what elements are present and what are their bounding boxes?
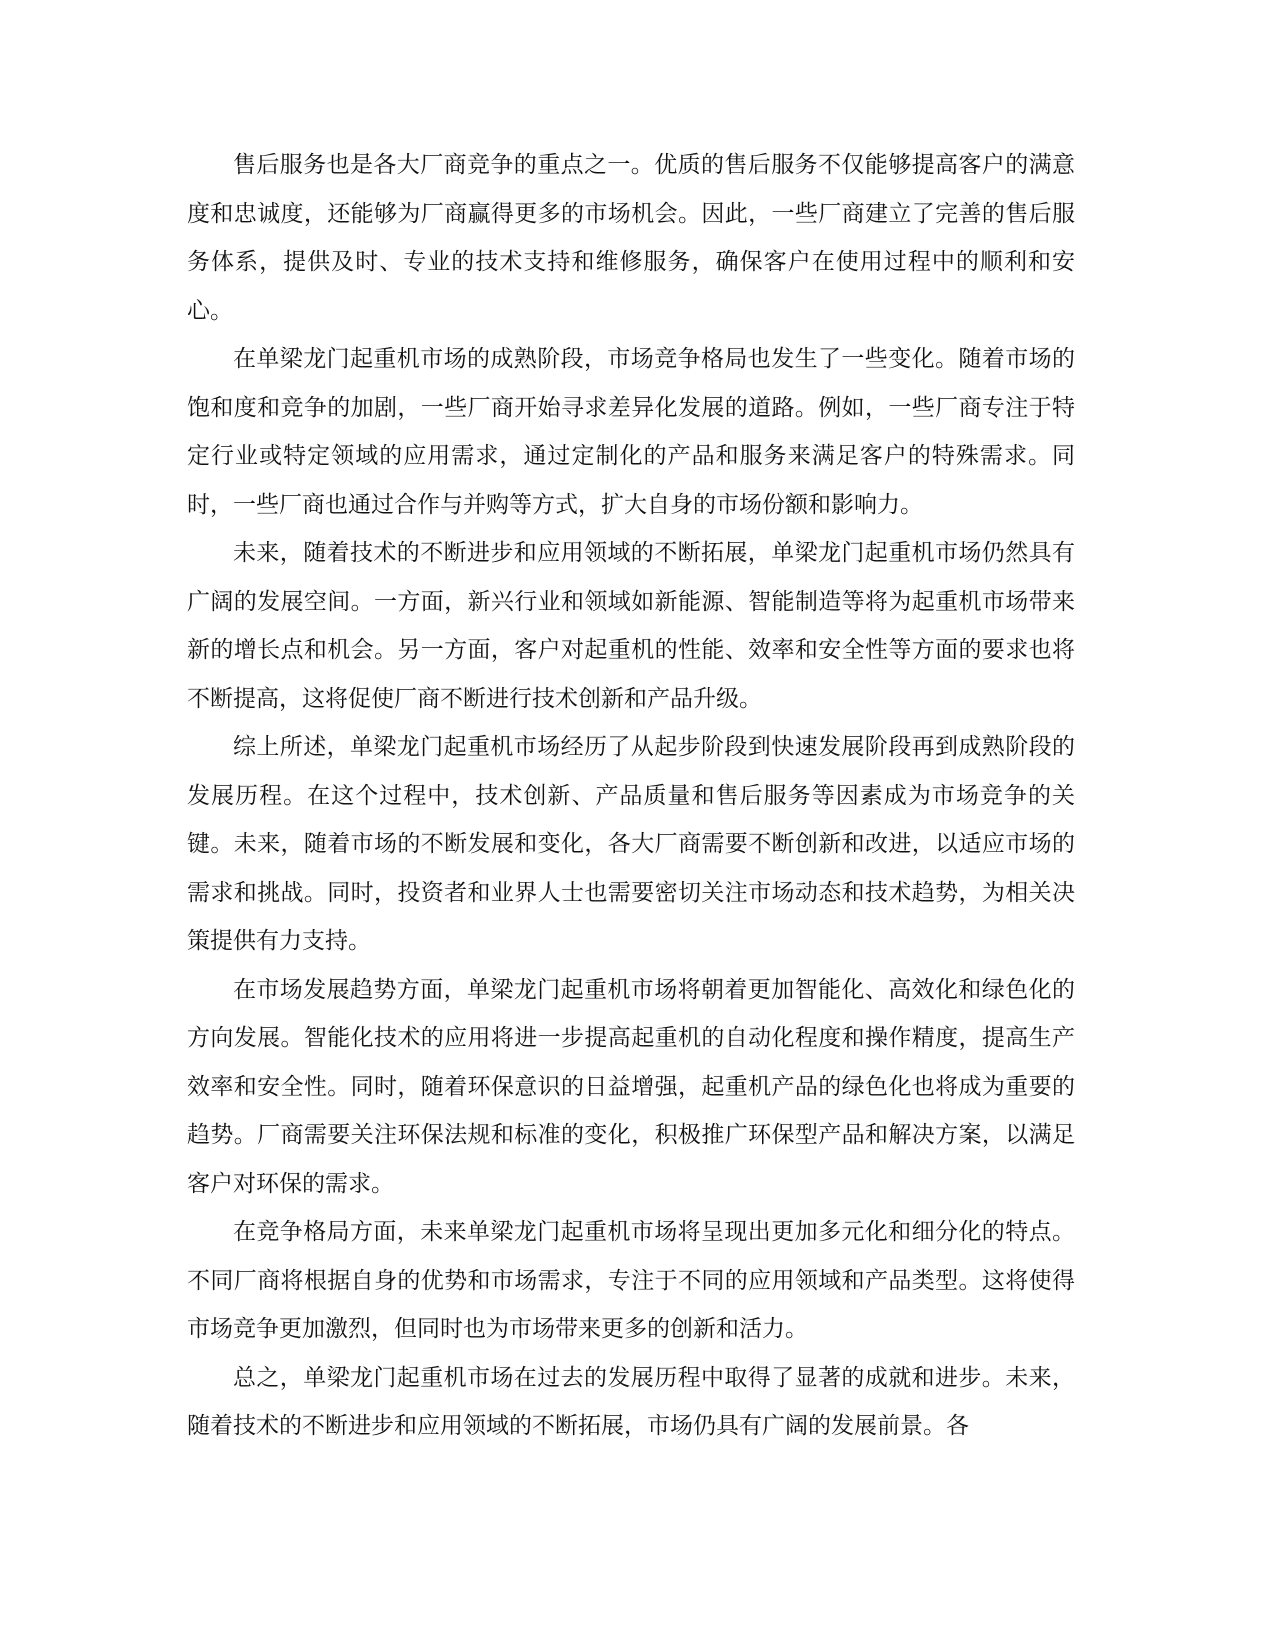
paragraph-competitive-landscape: 在竞争格局方面，未来单梁龙门起重机市场将呈现出更加多元化和细分化的特点。不同厂商将根据自身的优势和市场需求，专注于不同的应用领域和产品类型。这将使得市场竞争更加激烈，但同时也为市场带来更多的创新和活力。 — [187, 1219, 1075, 1342]
paragraph-summary: 综上所述，单梁龙门起重机市场经历了从起步阶段到快速发展阶段再到成熟阶段的发展历程。在这个过程中，技术创新、产品质量和售后服务等因素成为市场竞争的关键。未来，随着市场的不断发展和变化，各大厂商需要不断创新和改进，以适应市场的需求和挑战。同时，投资者和业界人士也需要密切关注市场动态和技术趋势，为相关决策提供有力支持。 — [187, 734, 1075, 954]
document-body — [187, 141, 1075, 1451]
paragraph-after-sales-service: 售后服务也是各大厂商竞争的重点之一。优质的售后服务不仅能够提高客户的满意度和忠诚度，还能够为厂商赢得更多的市场机会。因此，一些厂商建立了完善的售后服务体系，提供及时、专业的技术支持和维修服务，确保客户在使用过程中的顺利和安心。 — [187, 152, 1075, 324]
paragraph-mature-stage-competition: 在单梁龙门起重机市场的成熟阶段，市场竞争格局也发生了一些变化。随着市场的饱和度和竞争的加剧，一些厂商开始寻求差异化发展的道路。例如，一些厂商专注于特定行业或特定领域的应用需求，通过定制化的产品和服务来满足客户的特殊需求。同时，一些厂商也通过合作与并购等方式，扩大自身的市场份额和影响力。 — [187, 346, 1075, 518]
paragraph-future-outlook: 未来，随着技术的不断进步和应用领域的不断拓展，单梁龙门起重机市场仍然具有广阔的发展空间。一方面，新兴行业和领域如新能源、智能制造等将为起重机市场带来新的增长点和机会。另一方面，客户对起重机的性能、效率和安全性等方面的要求也将不断提高，这将促使厂商不断进行技术创新和产品升级。 — [187, 540, 1075, 712]
paragraph-conclusion: 总之，单梁龙门起重机市场在过去的发展历程中取得了显著的成就和进步。未来，随着技术的不断进步和应用领域的不断拓展，市场仍具有广阔的发展前景。各 — [187, 1364, 1075, 1439]
paragraph-development-trends: 在市场发展趋势方面，单梁龙门起重机市场将朝着更加智能化、高效化和绿色化的方向发展。智能化技术的应用将进一步提高起重机的自动化程度和操作精度，提高生产效率和安全性。同时，随着环保意识的日益增强，起重机产品的绿色化也将成为重要的趋势。厂商需要关注环保法规和标准的变化，积极推广环保型产品和解决方案，以满足客户对环保的需求。 — [187, 976, 1075, 1197]
